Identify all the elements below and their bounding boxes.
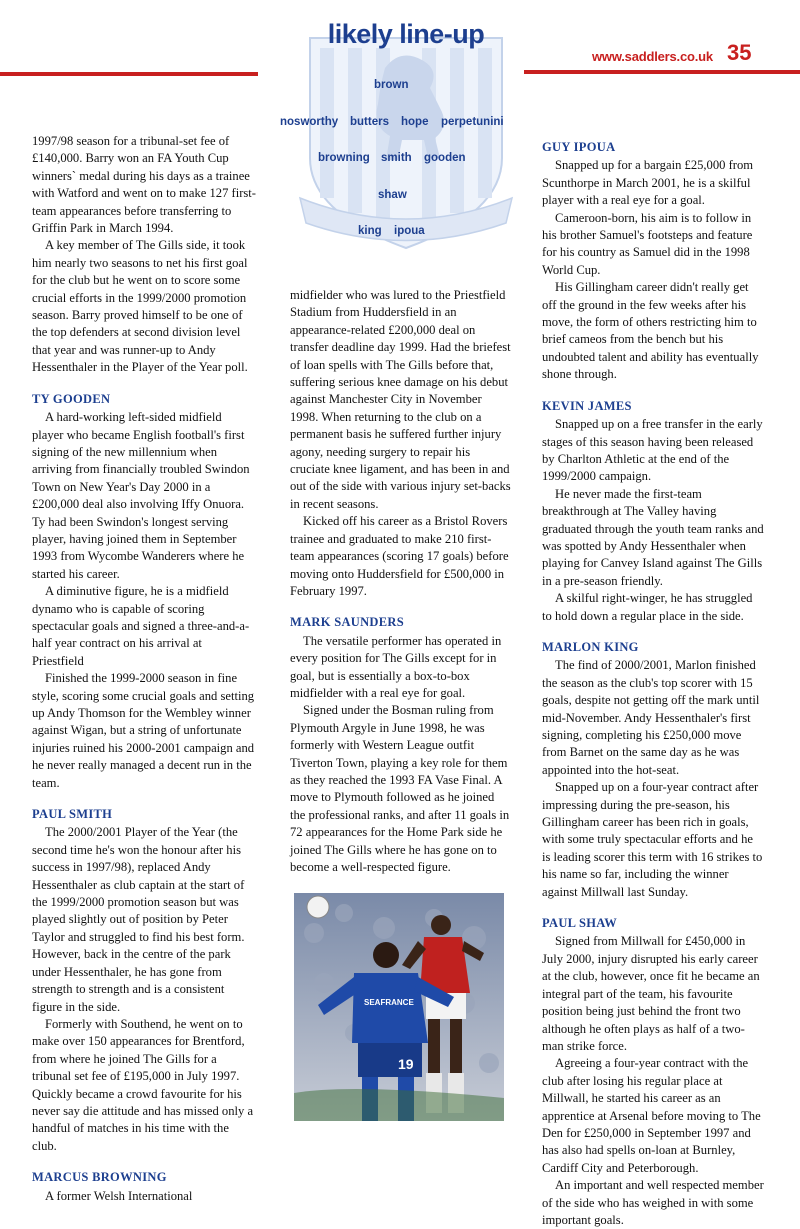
player-heading: GUY IPOUA: [542, 140, 616, 154]
body-paragraph: Snapped up on a four-year contract after impressing during the pre-season, his Gillingham career has been rich in goals, with some truly spectacular efforts and he is leading scorer this term with 16 strikes to his name so far, including the winner against Millwall last Sunday.: [542, 780, 763, 899]
lineup-player: gooden: [424, 152, 466, 164]
body-paragraph: Snapped up on a free transfer in the early stages of this season having been released by Charlton Athletic at the end of the 1999/2000 campaign.: [542, 417, 763, 484]
lineup-title: likely line-up: [327, 19, 485, 49]
body-paragraph: The 2000/2001 Player of the Year (the second time he's won the honour after his success in 1997/98), replaced Andy Hessenthaler as club captain at the start of the 1999/2000 promotion season but was played slightly out of position by Peter Taylor and struggled to find his best form. However, back in the centre of the park under Hessenthaler, he has gone from strength to strength and is a consistent figure in the side.: [32, 825, 245, 1014]
lineup-player: shaw: [378, 189, 407, 201]
lineup-player: smith: [381, 152, 412, 164]
body-paragraph: Cameroon-born, his aim is to follow in his brother Samuel's footsteps and feature for his country as Samuel did in the 1998 World Cup.: [542, 210, 753, 277]
player-heading: PAUL SHAW: [542, 916, 618, 931]
player-heading: MARK SAUNDERS: [290, 615, 404, 630]
article-column-2: [290, 287, 512, 876]
body-paragraph: A skilful right-winger, he has struggled to hold down a regular place in the side.: [542, 591, 753, 623]
football: [307, 896, 329, 918]
body-paragraph: The versatile performer has operated in every position for The Gills except for in goal, but is essentially a box-to-box midfielder with a real eye for goal.: [290, 633, 502, 700]
body-paragraph: His Gillingham career didn't really get off the ground in the few weeks after his move, the form of others restricting him to brief cameos from the bench but his undoubted talent and ability has eventually shone through.: [542, 280, 759, 382]
body-paragraph: 1997/98 season for a tribunal-set fee of £140,000. Barry won an FA Youth Cup winners` medal during his days as a trainee with Watford and went on to make 127 first-team appearances before transferring to Griffin Park in March 1994.: [32, 134, 256, 236]
body-paragraph: The find of 2000/2001, Marlon finished the season as the club's top scorer with 15 goals, despite not getting off the mark until mid-November. Andy Hessenthaler's first signing, completing his £250,000 move from Barnet on the same day as he was appointed into the hot-seat.: [542, 658, 760, 777]
body-paragraph: Agreeing a four-year contract with the club after losing his regular place at Millwall, he started his career as an apprentice at Arsenal before moving to The Den for £250,000 in September 1997 and has also had spells on-loan at Burnley, Cardiff City and Peterborough.: [542, 1056, 761, 1175]
body-paragraph: A hard-working left-sided midfield player who became English football's first signing of the new millennium when arriving from financially troubled Swindon Town on New Year's Day 2000 in a £200,000 deal also involving Iffy Onuora. Ty had been Swindon's longest serving player, having joined them in September 1993 from Wycombe Wanderers where he started his career.: [32, 410, 250, 581]
player-heading: KEVIN JAMES: [542, 398, 632, 413]
lineup-graphic: [276, 8, 536, 270]
body-paragraph: A former Welsh International: [45, 1188, 193, 1203]
match-photo: [294, 893, 504, 1121]
player-heading: PAUL SMITH: [32, 807, 113, 822]
player-heading: MARCUS BROWNING: [32, 1170, 167, 1185]
body-paragraph: Signed from Millwall for £450,000 in July 2000, injury disrupted his early career at the club, however, once fit he became an integral part of the team, his favourite position being just behind the front two although he often plays as half of a two-man strike force.: [542, 934, 760, 1053]
lineup-player: ipoua: [394, 225, 425, 237]
shirt-number: 19: [398, 1056, 414, 1072]
player-heading: TY GOODEN: [32, 391, 111, 406]
football-action-photo: [294, 893, 504, 1121]
lineup-player: browning: [318, 152, 370, 164]
header-rule-left: [0, 72, 258, 76]
body-paragraph: A diminutive figure, he is a midfield dynamo who is capable of scoring spectacular goals and signed a three-and-a-half year contract on his arrival at Priestfield: [32, 584, 250, 668]
body-paragraph: He never made the first-team breakthrough at The Valley having graduated through the youth team ranks and was spotted by Andy Hessenthaler when playing for Canvey Island against The Gills in a pre-season friendly.: [542, 486, 764, 588]
body-paragraph: Formerly with Southend, he went on to make over 150 appearances for Brentford, from where he joined The Gills for a tribunal set fee of £195,000 in July 1997. Quickly became a crowd favourite for his never say die attitude and has missed only a handful of matches in his time with the club.: [32, 1016, 254, 1153]
site-url: www.saddlers.co.uk: [592, 49, 713, 64]
page-number: 35: [727, 40, 752, 65]
lineup-player: perpetunini: [441, 116, 504, 128]
body-paragraph: A key member of The Gills side, it took him nearly two seasons to net his first goal for the club but he went on to score some crucial efforts in the 1999/2000 promotion season. Barry proved himself to be one of the top defenders at second division level that year and was runner-up to Andy Hessenthaler in the Player of the Year poll.: [32, 238, 248, 375]
body-paragraph: Signed under the Bosman ruling from Plymouth Argyle in June 1998, he was formerly with Western League outfit Tiverton Town, playing a key role for them as they reached the 1993 FA Vase Final. A move to Plymouth followed as he joined the professional ranks, and after 11 goals in 72 appearances for the Home Park side he joined The Gills where he has gone on to become a well-respected figure.: [290, 703, 510, 874]
lineup-player: king: [358, 225, 382, 237]
body-paragraph: Kicked off his career as a Bristol Rovers trainee and graduated to make 210 first-team appearances (scoring 17 goals) before moving onto Huddersfield for £500,000 in February 1997.: [290, 514, 509, 598]
article-column-3: [542, 139, 764, 1229]
shirt-sponsor: SEAFRANCE: [364, 998, 414, 1007]
lineup-player: brown: [374, 79, 409, 91]
lineup-player: nosworthy: [280, 116, 339, 128]
body-paragraph: Finished the 1999-2000 season in fine style, scoring some crucial goals and setting up Andy Thomson for the Wembley winner against Wigan, but a string of unfortunate injuries ruined his 2000-2001 campaign and he never really managed a decent run in the team.: [32, 671, 255, 790]
article-column-1: [32, 133, 256, 1205]
lineup-player: butters: [350, 116, 389, 128]
player-heading: MARLON KING: [542, 639, 639, 654]
body-paragraph: Snapped up for a bargain £25,000 from Scunthorpe in March 2001, he is a skilful player with a real eye for a goal.: [542, 158, 754, 208]
lineup-player: hope: [401, 116, 429, 128]
body-paragraph: An important and well respected member of the side who has weighed in with some important goals.: [542, 1178, 764, 1227]
header-rule-right: [524, 70, 800, 74]
body-paragraph: midfielder who was lured to the Priestfield Stadium from Huddersfield in an appearance-related £200,000 deal on transfer deadline day 1999. Had the briefest of loan spells with The Gills before that, suffering serious knee damage on his debut against Manchester City in November 1998. When returning to the club on a permanent basis he suffered further injury agony, needing surgery to repair his cruciate knee ligament, and has been in and out of the side with various injury set-backs in recent seasons.: [290, 288, 511, 511]
